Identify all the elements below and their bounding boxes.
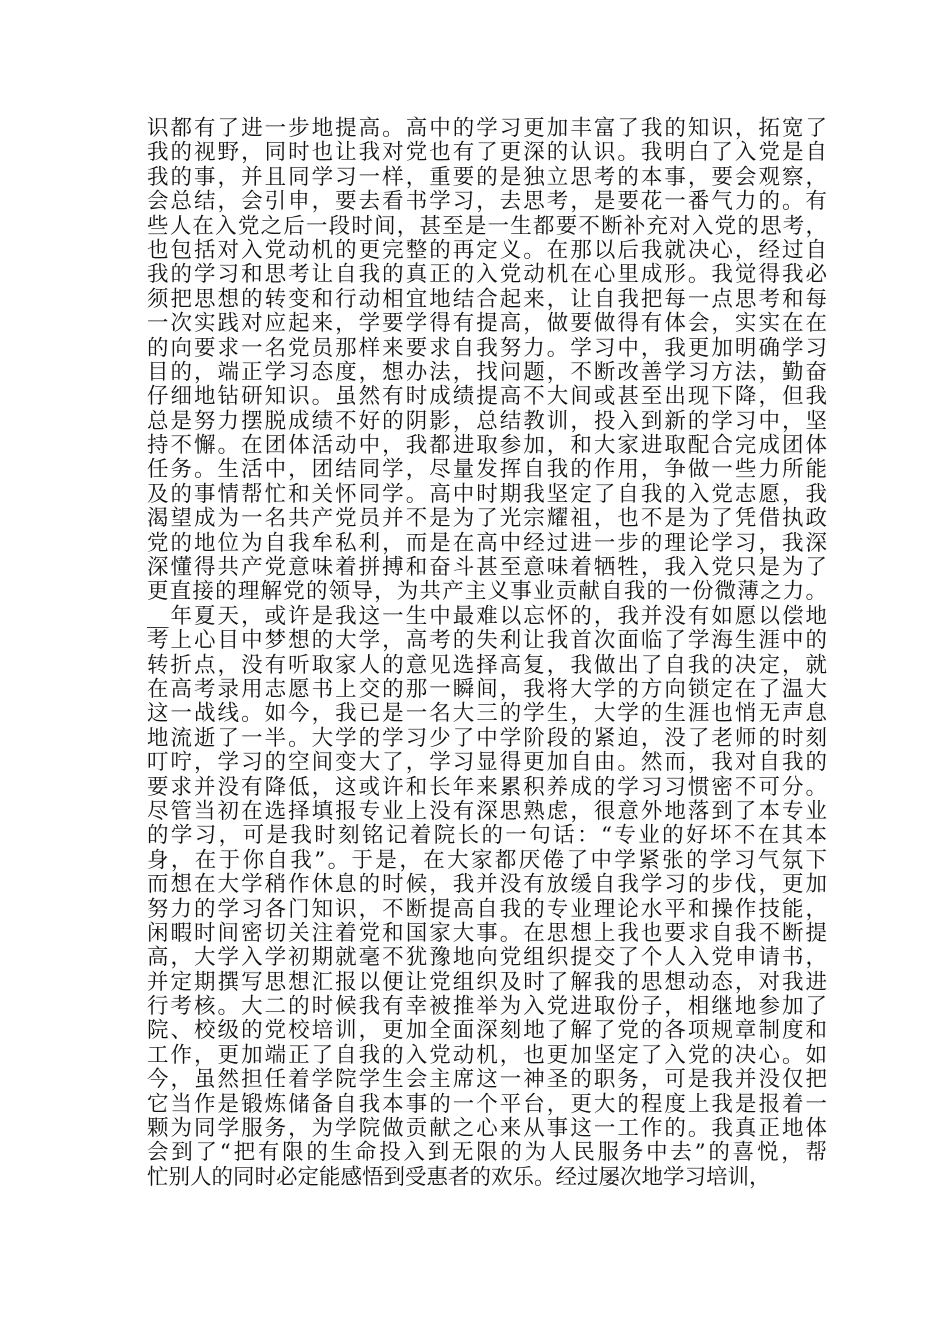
text-line: 的向要求一名党员那样来要求自我努力。学习中，我更加明确学习 (147, 335, 827, 361)
text-line: 些人在入党之后一段时间，甚至是一生都要不断补充对入党的思考， (147, 213, 827, 239)
text-line: 工作，更加端正了自我的入党动机，也更加坚定了入党的决心。如 (147, 1042, 827, 1068)
text-line: 一次实践对应起来，学要学得有提高，做要做得有体会，实实在在 (147, 311, 827, 337)
text-line: 闲暇时间密切关注着党和国家大事。在思想上我也要求自我不断提 (147, 920, 827, 946)
text-line: 须把思想的转变和行动相宜地结合起来，让自我把每一点思考和每 (147, 286, 827, 312)
text-line: 忙别人的同时必定能感悟到受惠者的欢乐。经过屡次地学习培训， (147, 1164, 771, 1190)
text-line: 任务。生活中，团结同学，尽量发挥自我的作用，争做一些力所能 (147, 457, 827, 483)
text-line: 转折点，没有听取家人的意见选择高复，我做出了自我的决定，就 (147, 652, 827, 678)
text-line: 我的事，并且同学习一样，重要的是独立思考的本事，要会观察， (147, 164, 827, 190)
text-line: 而想在大学稍作休息的时候，我并没有放缓自我学习的步伐，更加 (147, 872, 827, 898)
text-line: 目的，端正学习态度，想办法，找问题，不断改善学习方法，勤奋 (147, 359, 827, 385)
text-line: __年夏天，或许是我这一生中最难以忘怀的，我并没有如愿以偿地 (147, 603, 827, 629)
text-line: 也包括对入党动机的更完整的再定义。在那以后我就决心，经过自 (147, 237, 827, 263)
text-line: 我的学习和思考让自我的真正的入党动机在心里成形。我觉得我必 (147, 262, 827, 288)
text-line: 党的地位为自我牟私利，而是在高中经过进一步的理论学习，我深 (147, 530, 827, 556)
text-line: 努力的学习各门知识，不断提高自我的专业理论水平和操作技能， (147, 896, 827, 922)
text-line: 持不懈。在团体活动中，我都进取参加，和大家进取配合完成团体 (147, 433, 827, 459)
text-line: 高，大学入学初期就毫不犹豫地向党组织提交了个人入党申请书， (147, 945, 827, 971)
text-line: 及的事情帮忙和关怀同学。高中时期我坚定了自我的入党志愿，我 (147, 481, 827, 507)
text-line: 识都有了进一步地提高。高中的学习更加丰富了我的知识，拓宽了 (147, 116, 827, 141)
text-line: 我的视野，同时也让我对党也有了更深的认识。我明白了入党是自 (147, 140, 827, 166)
text-line: 颗为同学服务，为学院做贡献之心来从事这一工作的。我真正地体 (147, 1116, 827, 1142)
text-line: 深懂得共产党意味着拼搏和奋斗甚至意味着牺牲，我入党只是为了 (147, 555, 827, 581)
text-line: 的学习，可是我时刻铭记着院长的一句话：“专业的好坏不在其本 (147, 823, 827, 849)
text-line: 身，在于你自我”。于是，在大家都厌倦了中学紧张的学习气氛下 (147, 847, 827, 873)
text-line: 并定期撰写思想汇报以便让党组织及时了解我的思想动态，对我进 (147, 969, 827, 995)
text-line: 在高考录用志愿书上交的那一瞬间，我将大学的方向锁定在了温大 (147, 676, 827, 702)
text-line: 会总结，会引申，要去看书学习，去思考，是要花一番气力的。有 (147, 189, 827, 215)
text-line: 考上心目中梦想的大学，高考的失利让我首次面临了学海生涯中的 (147, 628, 827, 654)
text-line: 尽管当初在选择填报专业上没有深思熟虑，很意外地落到了本专业 (147, 798, 827, 824)
text-line: 仔细地钻研知识。虽然有时成绩提高不大间或甚至出现下降，但我 (147, 384, 827, 410)
text-line: 这一战线。如今，我已是一名大三的学生，大学的生涯也悄无声息 (147, 701, 827, 727)
text-line: 叮咛，学习的空间变大了，学习显得更加自由。然而，我对自我的 (147, 750, 827, 776)
text-line: 要求并没有降低，这或许和长年来累积养成的学习习惯密不可分。 (147, 774, 827, 800)
text-line: 更直接的理解党的领导，为共产主义事业贡献自我的一份微薄之力。 (147, 579, 827, 605)
text-line: 总是努力摆脱成绩不好的阴影，总结教训，投入到新的学习中，坚 (147, 408, 827, 434)
text-line: 院、校级的党校培训，更加全面深刻地了解了党的各项规章制度和 (147, 1018, 827, 1044)
text-line: 渴望成为一名共产党员并不是为了光宗耀祖，也不是为了凭借执政 (147, 506, 827, 532)
text-line: 会到了“把有限的生命投入到无限的为人民服务中去”的喜悦，帮 (147, 1140, 827, 1166)
text-line: 它当作是锻炼储备自我本事的一个平台，更大的程度上我是报着一 (147, 1091, 827, 1117)
text-line: 行考核。大二的时候我有幸被推举为入党进取份子，相继地参加了 (147, 994, 827, 1020)
body-text (147, 117, 827, 1190)
text-line: 地流逝了一半。大学的学习少了中学阶段的紧迫，没了老师的时刻 (147, 725, 827, 751)
text-line: 今，虽然担任着学院学生会主席这一神圣的职务，可是我并没仅把 (147, 1067, 827, 1093)
